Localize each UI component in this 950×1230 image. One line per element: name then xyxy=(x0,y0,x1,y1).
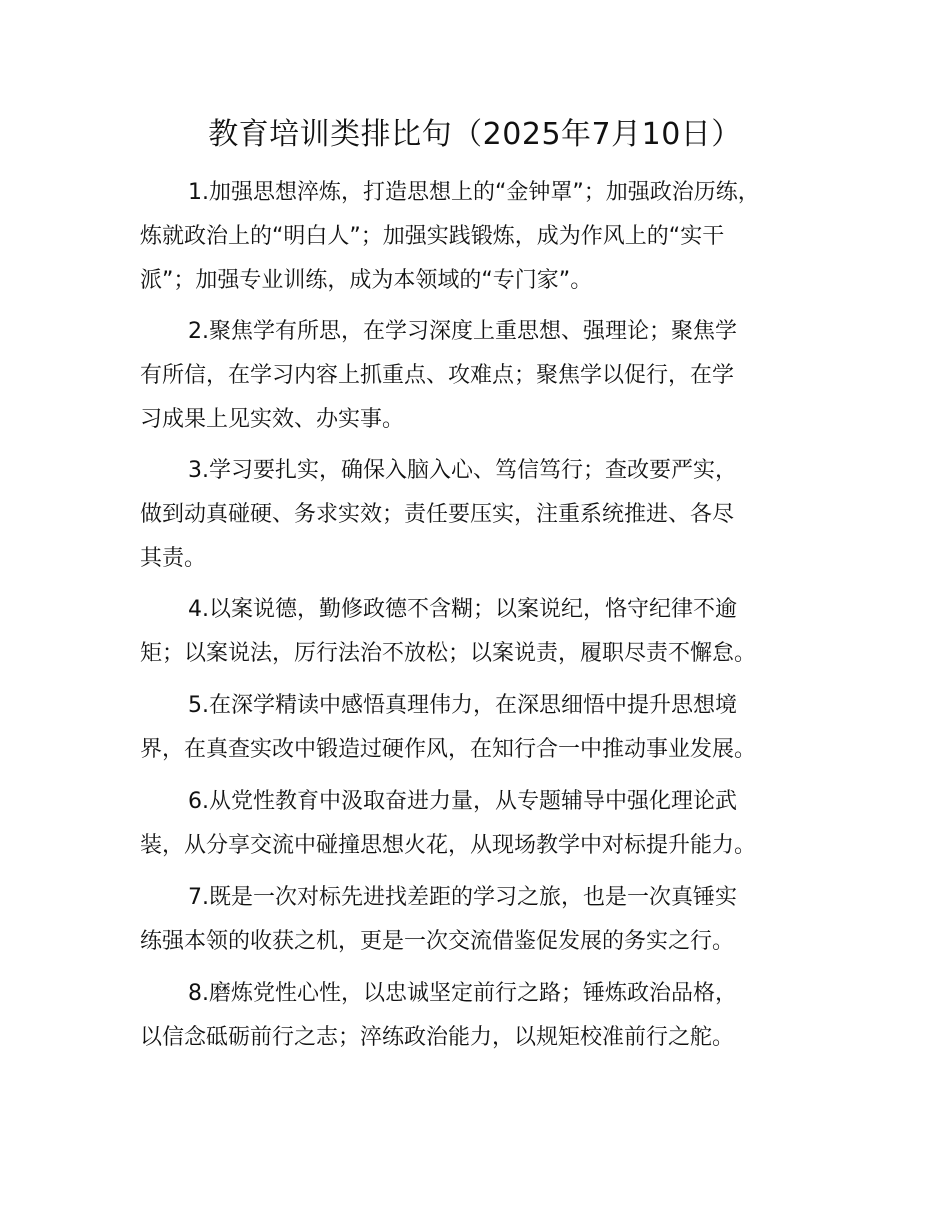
paragraph-line: 4.以案说德，勤修政德不含糊；以案说纪，恪守纪律不逾 xyxy=(188,597,737,622)
paragraph-line: 6.从党性教育中汲取奋进力量，从专题辅导中强化理论武 xyxy=(188,789,737,814)
paragraph-7 xyxy=(140,876,840,964)
paragraph-3 xyxy=(140,449,840,581)
paragraph-line: 2.聚焦学有所思，在学习深度上重思想、强理论；聚焦学 xyxy=(188,319,737,344)
paragraph-line: 8.磨炼党性心性，以忠诚坚定前行之路；锤炼政治品格， xyxy=(188,981,737,1006)
paragraph-line: 练强本领的收获之机，更是一次交流借鉴促发展的务实之行。 xyxy=(140,929,735,954)
paragraph-line: 矩；以案说法，厉行法治不放松；以案说责，履职尽责不懈怠。 xyxy=(140,641,757,666)
paragraph-line: 7.既是一次对标先进找差距的学习之旅，也是一次真锤实 xyxy=(188,885,737,910)
paragraph-8 xyxy=(140,972,840,1060)
paragraph-line: 5.在深学精读中感悟真理伟力，在深思细悟中提升思想境 xyxy=(188,693,737,718)
paragraph-line: 装，从分享交流中碰撞思想火花，从现场教学中对标提升能力。 xyxy=(140,833,757,858)
paragraph-line: 3.学习要扎实，确保入脑入心、笃信笃行；查改要严实， xyxy=(188,458,737,483)
paragraph-6 xyxy=(140,780,840,868)
paragraph-line: 界，在真查实改中锻造过硬作风，在知行合一中推动事业发展。 xyxy=(140,737,757,762)
paragraph-line: 1.加强思想淬炼，打造思想上的“金钟罩”；加强政治历练， xyxy=(188,180,760,205)
paragraph-line: 做到动真碰硬、务求实效；责任要压实，注重系统推进、各尽 xyxy=(140,502,735,527)
paragraph-line: 习成果上见实效、办实事。 xyxy=(140,407,405,432)
paragraph-line: 其责。 xyxy=(140,546,207,571)
paragraph-line: 炼就政治上的“明白人”；加强实践锻炼，成为作风上的“实干 xyxy=(140,224,725,249)
paragraph-1 xyxy=(140,171,840,303)
paragraph-5 xyxy=(140,684,840,772)
paragraph-4 xyxy=(140,588,840,676)
document-title: 教育培训类排比句（2025年7月10日） xyxy=(208,117,742,152)
paragraph-line: 以信念砥砺前行之志；淬练政治能力，以规矩校准前行之舵。 xyxy=(140,1025,735,1050)
paragraph-2 xyxy=(140,310,840,442)
paragraph-line: 有所信，在学习内容上抓重点、攻难点；聚焦学以促行，在学 xyxy=(140,363,735,388)
paragraph-line: 派”；加强专业训练，成为本领域的“专门家”。 xyxy=(140,268,593,293)
